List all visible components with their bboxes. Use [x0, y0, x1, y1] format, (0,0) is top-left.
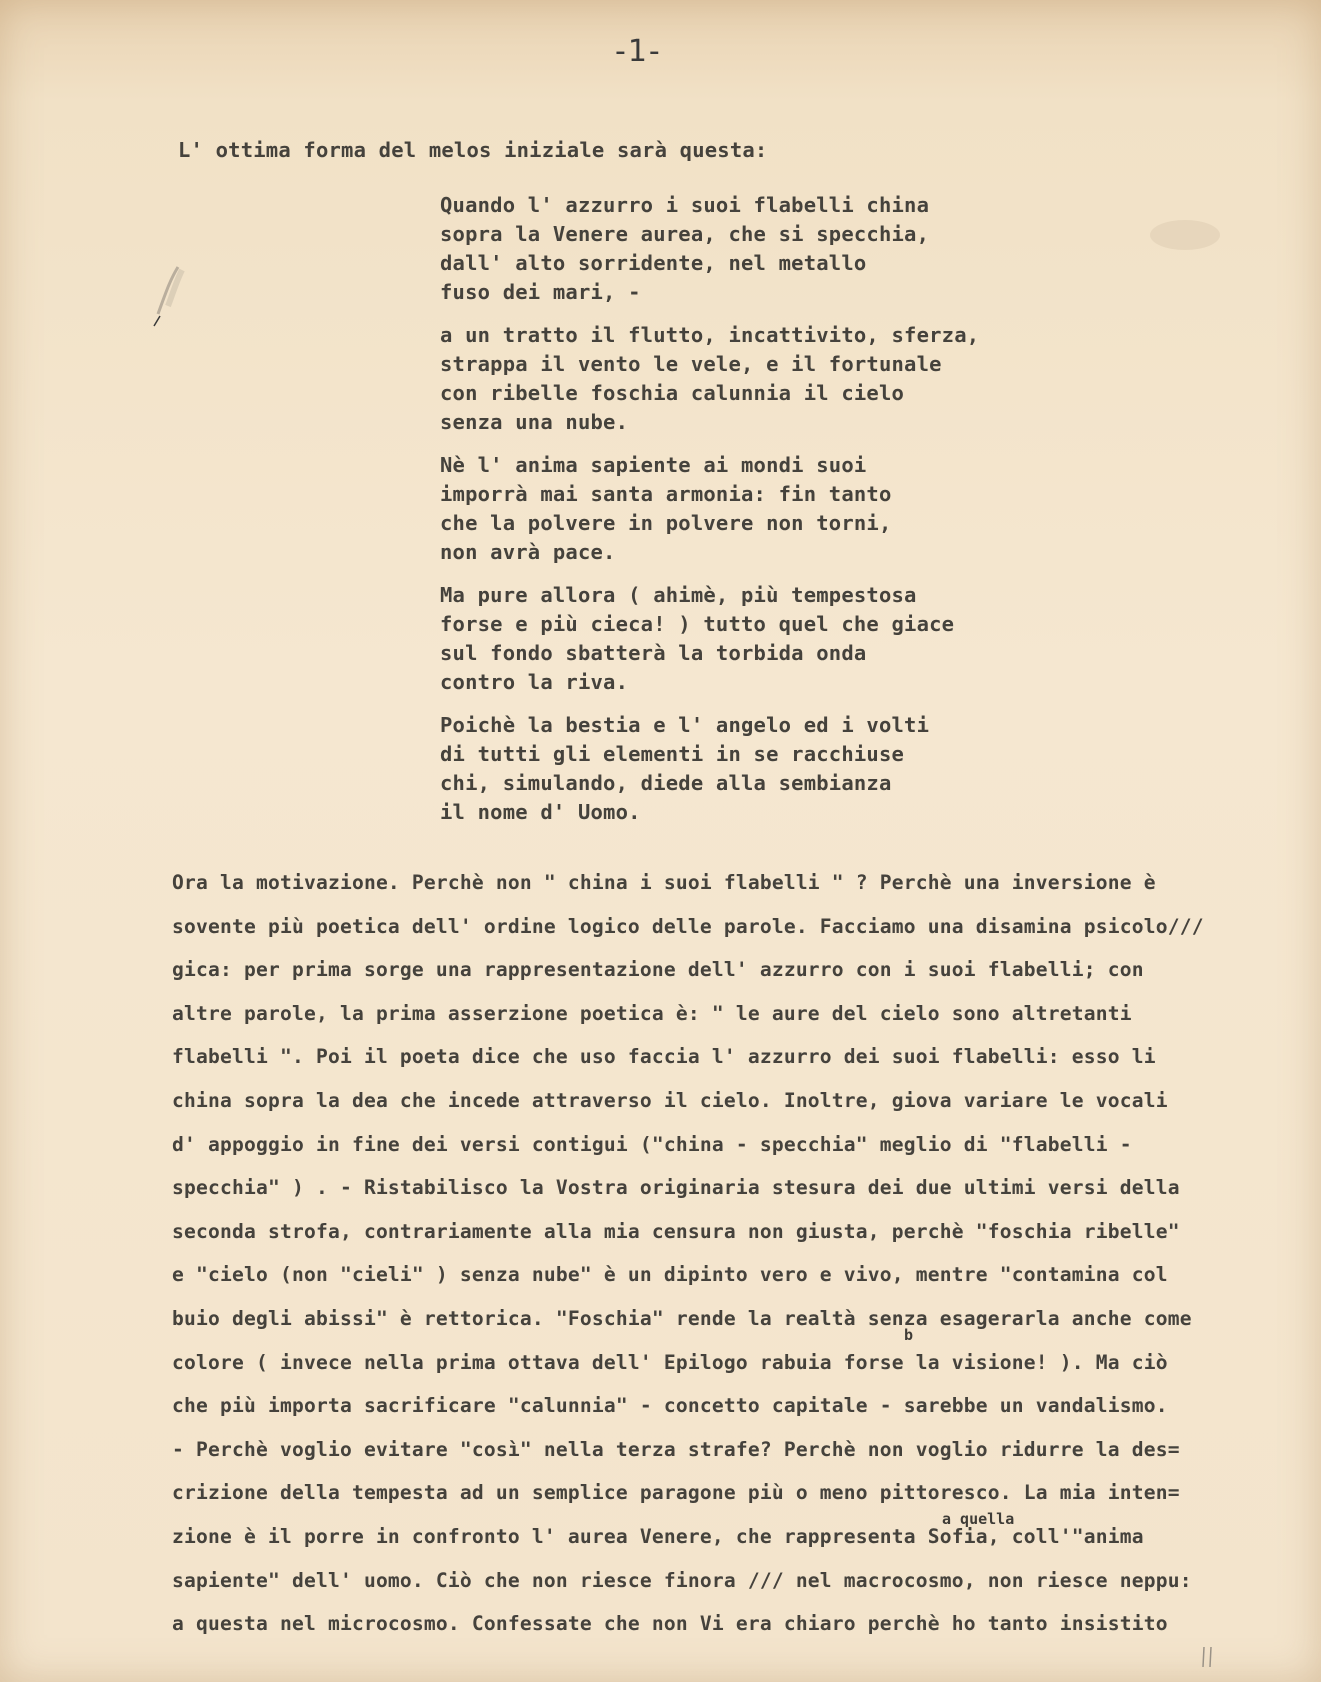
poem-verse: Ma pure allora ( ahimè, più tempestosa	[440, 583, 917, 607]
poem-verse: Poichè la bestia e l' angelo ed i volti	[440, 713, 930, 737]
prose-line: che più importa sacrificare "calunnia" - concetto capitale - sarebbe un vandalismo.	[172, 1394, 1168, 1418]
handwritten-correction-b: b	[904, 1326, 914, 1344]
poem-stanza	[440, 451, 979, 567]
prose-line: d' appoggio in fine dei versi contigui ("china - specchia" meglio di "flabelli -	[172, 1132, 1132, 1156]
poem-verse: strappa il vento le vele, e il fortunale	[440, 352, 942, 376]
prose-line: colore ( invece nella prima ottava dell' Epilogo rabuia forse la visione! ). Ma ciò	[172, 1350, 1168, 1374]
prose-line: sapiente" dell' uomo. Ciò che non riesce finora /// nel macrocosmo, non riesce neppu:	[172, 1568, 1192, 1592]
poem-stanza	[440, 581, 979, 697]
poem-verse: con ribelle foschia calunnia il cielo	[440, 381, 905, 405]
poem-verse: non avrà pace.	[440, 540, 616, 564]
pencil-tick	[1198, 1645, 1218, 1669]
poem-verse: forse e più cieca! ) tutto quel che giace	[440, 612, 955, 636]
poem-verse: sul fondo sbatterà la torbida onda	[440, 641, 867, 665]
poem-stanza	[440, 321, 979, 437]
poem-verse: il nome d' Uomo.	[440, 800, 641, 824]
prose-line: flabelli ". Poi il poeta dice che uso faccia l' azzurro dei suoi flabelli: esso li	[172, 1045, 1156, 1069]
prose-line: sovente più poetica dell' ordine logico delle parole. Facciamo una disamina psicolo///	[172, 914, 1204, 938]
prose-line: - Perchè voglio evitare "così" nella terza strafe? Perchè non voglio ridurre la des=	[172, 1437, 1180, 1461]
prose-line: specchia" ) . - Ristabilisco la Vostra originaria stesura dei due ultimi versi della	[172, 1176, 1180, 1200]
poem	[440, 191, 979, 841]
poem-verse: che la polvere in polvere non torni,	[440, 511, 892, 535]
poem-verse: a un tratto il flutto, incattivito, sferza,	[440, 323, 980, 347]
poem-verse: sopra la Venere aurea, che si specchia,	[440, 222, 930, 246]
handwritten-correction-a-quella: a quella	[942, 1510, 1015, 1528]
poem-verse: contro la riva.	[440, 670, 629, 694]
poem-verse: dall' alto sorridente, nel metallo	[440, 251, 867, 275]
prose-body	[172, 861, 1204, 1646]
prose-line: zione è il porre in confronto l' aurea Venere, che rappresenta Sofia, coll'"anima	[172, 1524, 1144, 1548]
poem-stanza	[440, 191, 979, 307]
page-number: -1-	[615, 34, 662, 69]
prose-line: e "cielo (non "cieli" ) senza nube" è un dipinto vero e vivo, mentre "contamina col	[172, 1263, 1168, 1287]
pencil-mark	[148, 262, 198, 332]
prose-line: altre parole, la prima asserzione poetica è: " le aure del cielo sono altretanti	[172, 1001, 1132, 1025]
prose-line: a questa nel microcosmo. Confessate che non Vi era chiaro perchè ho tanto insistito	[172, 1612, 1168, 1636]
poem-verse: fuso dei mari, -	[440, 280, 641, 304]
poem-verse: Nè l' anima sapiente ai mondi suoi	[440, 453, 867, 477]
prose-line: china sopra la dea che incede attraverso il cielo. Inoltre, giova variare le vocali	[172, 1088, 1168, 1112]
poem-verse: di tutti gli elementi in se racchiuse	[440, 742, 905, 766]
prose-line: Ora la motivazione. Perchè non " china i suoi flabelli " ? Perchè una inversione è	[172, 871, 1156, 894]
intro-line: L' ottima forma del melos iniziale sarà questa:	[178, 138, 768, 162]
poem-verse: imporrà mai santa armonia: fin tanto	[440, 482, 892, 506]
poem-verse: senza una nube.	[440, 410, 629, 434]
paper-stain	[1150, 220, 1220, 250]
poem-verse: Quando l' azzurro i suoi flabelli china	[440, 193, 930, 217]
prose-line: gica: per prima sorge una rappresentazione dell' azzurro con i suoi flabelli; con	[172, 958, 1144, 982]
poem-stanza	[440, 711, 979, 827]
prose-line: buio degli abissi" è rettorica. "Foschia" rende la realtà senza esagerarla anche come	[172, 1306, 1192, 1330]
poem-verse: chi, simulando, diede alla sembianza	[440, 771, 892, 795]
prose-line: seconda strofa, contrariamente alla mia censura non giusta, perchè "foschia ribelle"	[172, 1219, 1180, 1243]
prose-line: crizione della tempesta ad un semplice paragone più o meno pittoresco. La mia inten=	[172, 1481, 1180, 1505]
